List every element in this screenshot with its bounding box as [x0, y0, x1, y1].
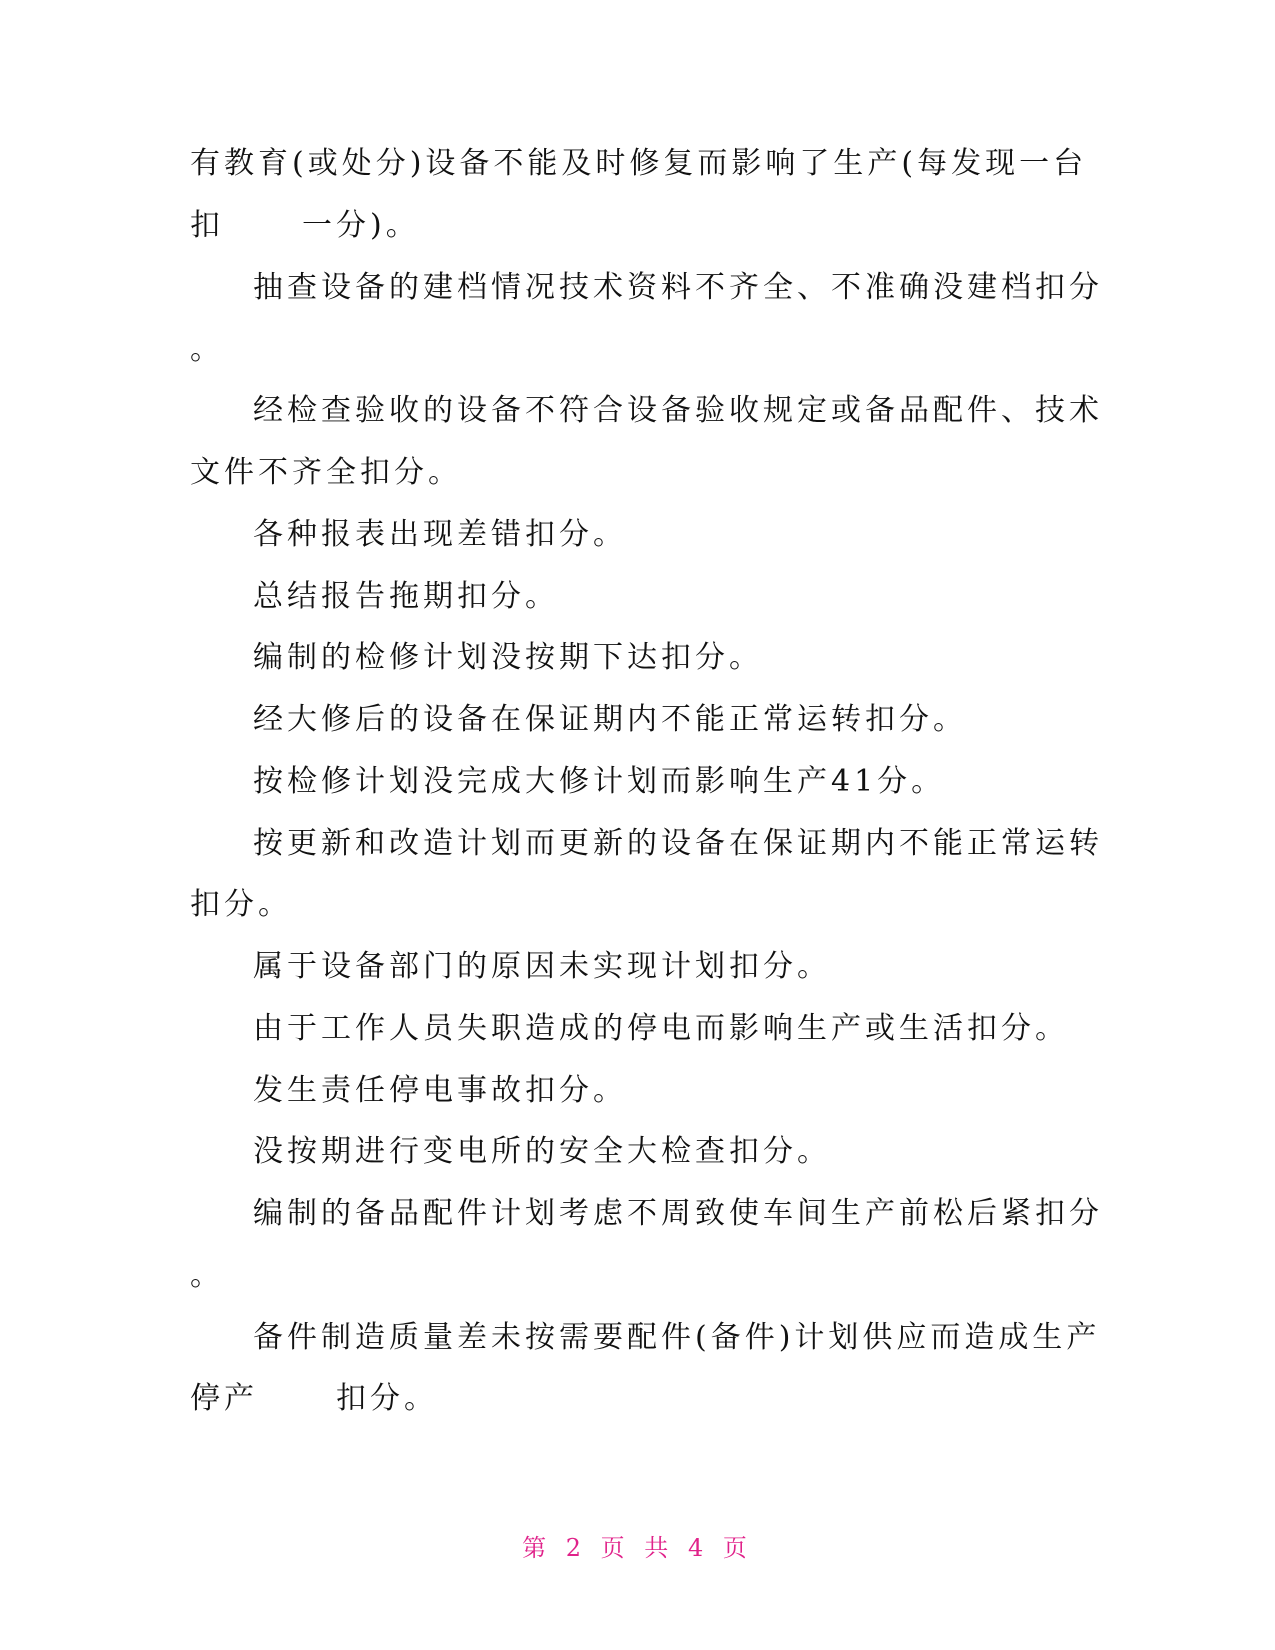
text-line: 发生责任停电事故扣分。: [253, 1073, 627, 1108]
page-number-footer: 第 2 页 共 4 页: [522, 1534, 753, 1562]
text-line: 没按期进行变电所的安全大检查扣分。: [253, 1134, 831, 1169]
text-line: 由于工作人员失职造成的停电而影响生产或生活扣分。: [253, 1011, 1069, 1046]
text-line: 按检修计划没完成大修计划而影响生产41分。: [253, 764, 946, 799]
text-line: 按更新和改造计划而更新的设备在保证期内不能正常运转: [253, 826, 1103, 861]
text-line: 属于设备部门的原因未实现计划扣分。: [253, 949, 831, 984]
text-line: 总结报告拖期扣分。: [253, 579, 559, 614]
text-line: 有教育(或处分)设备不能及时修复而影响了生产(每发现一台: [190, 146, 1088, 181]
text-line: 各种报表出现差错扣分。: [253, 517, 627, 552]
text-line: 。: [190, 332, 224, 367]
text-line: 文件不齐全扣分。: [190, 455, 462, 490]
text-line: 编制的检修计划没按期下达扣分。: [253, 640, 763, 675]
text-line: 经大修后的设备在保证期内不能正常运转扣分。: [253, 702, 967, 737]
text-line: 备件制造质量差未按需要配件(备件)计划供应而造成生产: [253, 1320, 1101, 1355]
text-line: 抽查设备的建档情况技术资料不齐全、不准确没建档扣分: [253, 270, 1103, 305]
text-line: 停产 扣分。: [190, 1381, 438, 1416]
text-line: 扣 一分)。: [190, 208, 420, 243]
text-line: 。: [190, 1258, 224, 1293]
text-line: 编制的备品配件计划考虑不周致使车间生产前松后紧扣分: [253, 1196, 1103, 1231]
text-line: 经检查验收的设备不符合设备验收规定或备品配件、技术: [253, 393, 1103, 428]
text-line: 扣分。: [190, 887, 292, 922]
